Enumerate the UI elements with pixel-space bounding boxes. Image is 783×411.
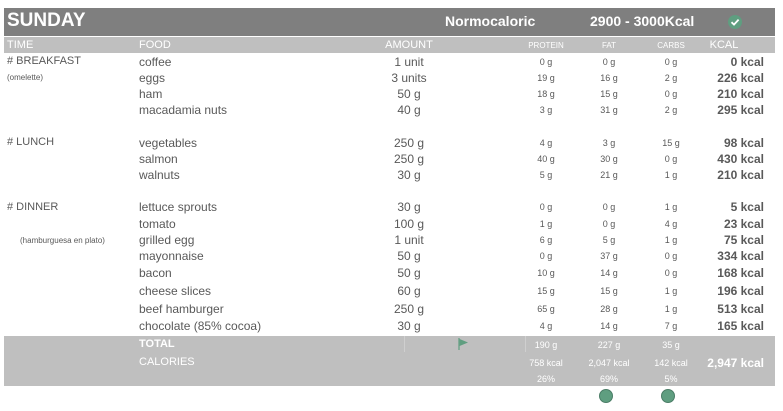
food-protein: 4 g xyxy=(539,138,553,148)
total-kcal: 2,947 kcal xyxy=(707,356,764,370)
food-protein: 0 g xyxy=(539,251,553,261)
food-amount: 50 g xyxy=(397,249,421,263)
food-amount: 3 units xyxy=(391,71,427,85)
food-fat: 14 g xyxy=(600,268,618,278)
food-amount: 60 g xyxy=(397,284,421,298)
food-kcal: 513 kcal xyxy=(717,302,764,316)
carbs-kcal: 142 kcal xyxy=(654,358,688,368)
food-kcal: 226 kcal xyxy=(717,71,764,85)
col-food: FOOD xyxy=(139,39,171,51)
food-carbs: 7 g xyxy=(664,321,678,331)
food-name: mayonnaise xyxy=(139,249,204,263)
flag-icon xyxy=(458,338,470,350)
food-amount: 40 g xyxy=(397,103,421,117)
food-fat: 31 g xyxy=(600,105,618,115)
food-name: walnuts xyxy=(139,168,180,182)
food-fat: 0 g xyxy=(602,219,616,229)
food-fat: 28 g xyxy=(600,304,618,314)
food-protein: 5 g xyxy=(539,170,553,180)
table-row xyxy=(4,216,775,232)
food-protein: 10 g xyxy=(537,268,555,278)
food-amount: 1 unit xyxy=(394,233,424,247)
food-carbs: 1 g xyxy=(664,304,678,314)
food-name: chocolate (85% cocoa) xyxy=(139,319,262,333)
food-kcal: 98 kcal xyxy=(723,136,764,150)
col-amount: AMOUNT xyxy=(385,39,433,51)
table-row xyxy=(4,232,775,248)
total-fat: 227 g xyxy=(597,340,621,350)
food-kcal: 168 kcal xyxy=(717,266,764,280)
food-protein: 40 g xyxy=(537,154,555,164)
food-name: grilled egg xyxy=(139,233,195,247)
food-kcal: 5 kcal xyxy=(730,200,764,214)
food-amount: 50 g xyxy=(397,87,421,101)
kcal-range: 2900 - 3000Kcal xyxy=(590,13,695,29)
food-kcal: 210 kcal xyxy=(717,168,764,182)
fat-kcal: 2,047 kcal xyxy=(588,358,630,368)
food-fat: 16 g xyxy=(600,73,618,83)
food-fat: 30 g xyxy=(600,154,618,164)
meal-dinner-label: # DINNER xyxy=(7,201,59,213)
food-carbs: 2 g xyxy=(664,73,678,83)
food-amount: 100 g xyxy=(393,217,425,231)
col-kcal: KCAL xyxy=(709,39,739,51)
checkmark-icon xyxy=(728,15,742,29)
total-label: TOTAL xyxy=(139,338,175,350)
food-protein: 3 g xyxy=(539,105,553,115)
food-amount: 1 unit xyxy=(394,55,424,69)
food-name: macadamia nuts xyxy=(139,103,228,117)
day-title: SUNDAY xyxy=(7,10,86,31)
food-protein: 15 g xyxy=(537,286,555,296)
food-fat: 14 g xyxy=(600,321,618,331)
food-amount: 50 g xyxy=(397,266,421,280)
food-fat: 21 g xyxy=(600,170,618,180)
calories-label: CALORIES xyxy=(139,356,195,368)
table-row xyxy=(4,301,775,317)
food-name: coffee xyxy=(139,55,172,69)
food-carbs: 2 g xyxy=(664,105,678,115)
food-carbs: 1 g xyxy=(664,170,678,180)
food-kcal: 430 kcal xyxy=(717,152,764,166)
food-fat: 3 g xyxy=(602,138,616,148)
food-fat: 37 g xyxy=(600,251,618,261)
food-carbs: 1 g xyxy=(664,202,678,212)
food-protein: 0 g xyxy=(539,202,553,212)
food-protein: 0 g xyxy=(539,57,553,67)
table-row xyxy=(4,151,775,167)
food-kcal: 75 kcal xyxy=(723,233,764,247)
food-name: cheese slices xyxy=(139,284,212,298)
food-carbs: 0 g xyxy=(664,251,678,261)
food-fat: 15 g xyxy=(600,286,618,296)
food-kcal: 0 kcal xyxy=(730,55,764,69)
col-protein: PROTEIN xyxy=(528,41,564,50)
table-row xyxy=(4,283,775,299)
food-fat: 0 g xyxy=(602,57,616,67)
fat-pct: 69% xyxy=(599,374,618,384)
protein-pct: 26% xyxy=(536,374,555,384)
col-carbs: CARBS xyxy=(657,41,685,50)
food-name: eggs xyxy=(139,71,166,85)
food-name: tomato xyxy=(139,217,176,231)
food-kcal: 165 kcal xyxy=(717,319,764,333)
total-protein: 190 g xyxy=(534,340,558,350)
food-name: ham xyxy=(139,87,163,101)
diet-type: Normocaloric xyxy=(445,13,536,29)
column-header-row xyxy=(4,37,775,53)
food-carbs: 0 g xyxy=(664,154,678,164)
food-carbs: 15 g xyxy=(662,138,680,148)
carbs-status-indicator xyxy=(661,389,675,403)
title-bar xyxy=(4,8,775,36)
meal-breakfast-note: (omelette) xyxy=(7,73,44,82)
food-protein: 19 g xyxy=(537,73,555,83)
food-name: salmon xyxy=(139,152,178,166)
food-name: lettuce sprouts xyxy=(139,200,218,214)
food-protein: 6 g xyxy=(539,235,553,245)
food-amount: 30 g xyxy=(397,168,421,182)
fat-status-indicator xyxy=(599,389,613,403)
meal-dinner-note: (hamburguesa en plato) xyxy=(20,236,105,245)
food-protein: 18 g xyxy=(537,89,555,99)
food-amount: 250 g xyxy=(393,302,425,316)
food-carbs: 0 g xyxy=(664,89,678,99)
food-amount: 250 g xyxy=(393,136,425,150)
meal-lunch-label: # LUNCH xyxy=(7,136,55,148)
food-amount: 30 g xyxy=(397,200,421,214)
food-protein: 65 g xyxy=(537,304,555,314)
food-amount: 250 g xyxy=(393,152,425,166)
table-row xyxy=(4,135,775,151)
food-protein: 1 g xyxy=(539,219,553,229)
col-time: TIME xyxy=(7,39,34,51)
table-row xyxy=(4,102,775,118)
food-carbs: 0 g xyxy=(664,57,678,67)
protein-kcal: 758 kcal xyxy=(529,358,563,368)
food-kcal: 23 kcal xyxy=(723,217,764,231)
table-row xyxy=(4,318,775,334)
col-fat: FAT xyxy=(601,41,617,50)
food-kcal: 334 kcal xyxy=(717,249,764,263)
food-carbs: 1 g xyxy=(664,286,678,296)
totals-panel xyxy=(4,336,775,386)
food-carbs: 4 g xyxy=(664,219,678,229)
food-fat: 0 g xyxy=(602,202,616,212)
food-name: bacon xyxy=(139,266,172,280)
table-row xyxy=(4,70,775,86)
table-row xyxy=(4,265,775,281)
table-row xyxy=(4,54,775,70)
food-name: vegetables xyxy=(139,136,198,150)
table-row xyxy=(4,248,775,264)
total-carbs: 35 g xyxy=(662,340,680,350)
food-carbs: 0 g xyxy=(664,268,678,278)
food-kcal: 295 kcal xyxy=(717,103,764,117)
food-protein: 4 g xyxy=(539,321,553,331)
food-fat: 15 g xyxy=(600,89,618,99)
food-fat: 5 g xyxy=(602,235,616,245)
food-kcal: 210 kcal xyxy=(717,87,764,101)
food-carbs: 1 g xyxy=(664,235,678,245)
table-row xyxy=(4,86,775,102)
carbs-pct: 5% xyxy=(664,374,678,384)
food-amount: 30 g xyxy=(397,319,421,333)
table-row xyxy=(4,167,775,183)
table-row xyxy=(4,199,775,215)
meal-breakfast-label: # BREAKFAST xyxy=(7,55,81,67)
food-name: beef hamburger xyxy=(139,302,224,316)
food-kcal: 196 kcal xyxy=(717,284,764,298)
